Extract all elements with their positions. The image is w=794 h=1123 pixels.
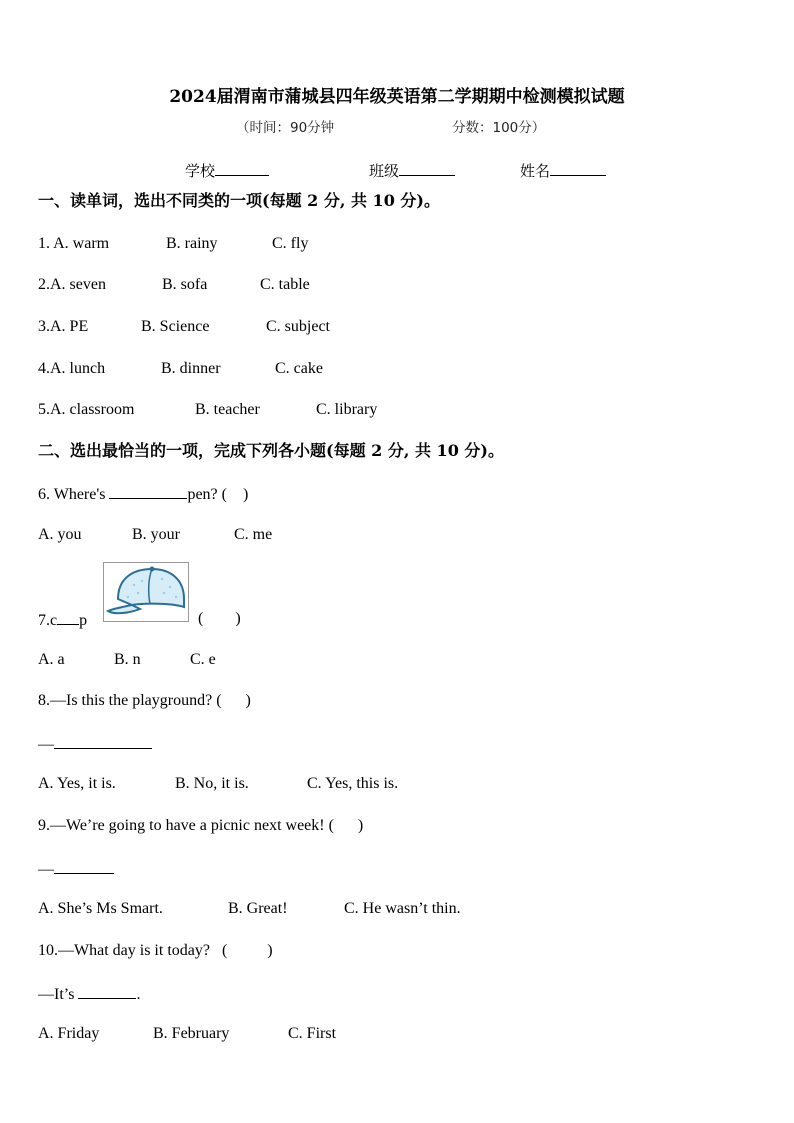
school-blank [215, 160, 269, 176]
q6-option-a: A. you [38, 526, 82, 543]
q9-blank [54, 858, 114, 874]
question-7 [38, 609, 87, 631]
q10-answer-post: . [136, 986, 141, 1003]
q10-answer-pre: —It’s [38, 986, 79, 1003]
q5-option-c: C. library [316, 401, 378, 418]
q6-prompt-pre: 6. Where's [38, 486, 110, 503]
section1-heading: 一、读单词，选出不同类的一项(每题 2 分, 共 10 分)。 [38, 191, 440, 210]
q8-option-c: C. Yes, this is. [307, 775, 399, 792]
q6-option-b: B. your [132, 526, 180, 543]
q9-option-c: C. He wasn’t thin. [344, 900, 461, 917]
name-label: 姓名 [520, 162, 551, 180]
question-8: 8.—Is this the playground? ( ) [38, 692, 251, 709]
q8-option-b: B. No, it is. [175, 775, 249, 792]
q10-blank [78, 983, 136, 999]
q1-option-b: B. rainy [166, 235, 218, 252]
section2-heading: 二、选出最恰当的一项，完成下列各小题(每题 2 分, 共 10 分)。 [38, 441, 504, 460]
q9-dash: — [38, 861, 54, 878]
q4-option-b: B. dinner [161, 360, 221, 377]
q8-option-a: A. Yes, it is. [38, 775, 116, 792]
name-field [520, 160, 606, 181]
q10-answer-line [38, 983, 140, 1005]
q10-option-a: A. Friday [38, 1025, 100, 1042]
cap-picture [103, 562, 189, 622]
q10-option-b: B. February [153, 1025, 230, 1042]
q4-option-c: C. cake [275, 360, 323, 377]
q2-option-c: C. table [260, 276, 310, 293]
q6-option-c: C. me [234, 526, 273, 543]
q8-answer-line [38, 733, 152, 755]
exam-score: 分数：100分） [452, 120, 546, 136]
q5-option-b: B. teacher [195, 401, 260, 418]
q7-prompt-pre: 7.c [38, 612, 58, 629]
q7-option-c: C. e [190, 651, 216, 668]
q10-option-c: C. First [288, 1025, 337, 1042]
question-9: 9.—We’re going to have a picnic next week! ( ) [38, 817, 364, 834]
q1-option-a: 1. A. warm [38, 235, 110, 252]
q2-option-b: B. sofa [162, 276, 208, 293]
school-label: 学校 [185, 162, 216, 180]
page-title: 2024届渭南市蒲城县四年级英语第二学期期中检测模拟试题 [169, 87, 625, 107]
q7-option-a: A. a [38, 651, 65, 668]
question-10: 10.—What day is it today? ( ) [38, 942, 273, 959]
q9-option-b: B. Great! [228, 900, 288, 917]
q6-prompt-post: pen? ( ) [187, 486, 249, 503]
q1-option-c: C. fly [272, 235, 309, 252]
cap-icon [104, 563, 188, 621]
class-blank [399, 160, 455, 176]
q7-paren: ( ) [198, 610, 241, 627]
q3-option-a: 3.A. PE [38, 318, 89, 335]
name-blank [550, 160, 606, 176]
class-field [369, 160, 455, 181]
q2-option-a: 2.A. seven [38, 276, 106, 293]
q7-prompt-post: p [79, 612, 88, 629]
class-label: 班级 [369, 162, 400, 180]
q5-option-a: 5.A. classroom [38, 401, 135, 418]
q8-dash: — [38, 736, 54, 753]
exam-time: （时间：90分钟 [236, 120, 335, 136]
q8-blank [54, 733, 152, 749]
q7-blank [57, 609, 79, 625]
q7-option-b: B. n [114, 651, 141, 668]
question-6 [38, 483, 248, 505]
q9-option-a: A. She’s Ms Smart. [38, 900, 163, 917]
q9-answer-line [38, 858, 114, 880]
q6-blank [109, 483, 187, 499]
q3-option-c: C. subject [266, 318, 330, 335]
q4-option-a: 4.A. lunch [38, 360, 106, 377]
school-field [185, 160, 269, 181]
q3-option-b: B. Science [141, 318, 210, 335]
